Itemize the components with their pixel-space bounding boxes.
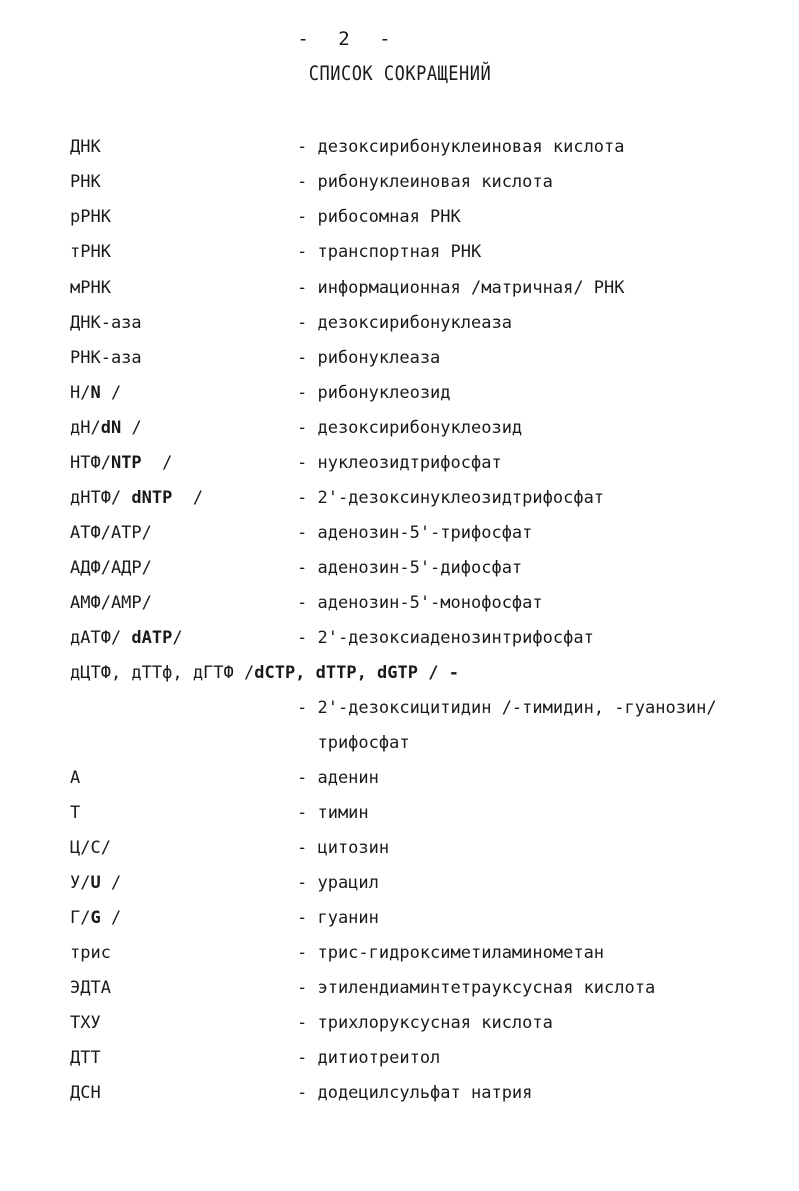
- abbreviation-row: [0, 1012, 799, 1042]
- abbreviation-row: [0, 241, 799, 271]
- abbreviation-text: У/: [70, 873, 91, 893]
- abbreviation-row: [0, 522, 799, 552]
- abbreviation-text: дАТФ/: [70, 628, 132, 648]
- abbreviation-row: [0, 487, 799, 517]
- abbreviation-text: ЭДТА: [70, 978, 111, 998]
- abbreviation-row: [0, 417, 799, 447]
- abbreviation-row: [0, 277, 799, 307]
- abbreviation-text: тРНК: [70, 242, 111, 262]
- abbreviation-definition: - трис-гидроксиметиламинометан: [297, 943, 605, 963]
- abbreviation-definition: - этилендиаминтетрауксусная кислота: [297, 978, 656, 998]
- abbreviation-term: [70, 942, 111, 964]
- abbreviation-text: дЦТФ, дТТф, дГТФ /: [70, 663, 255, 683]
- abbreviation-definition: - аденозин-5'-монофосфат: [297, 593, 543, 613]
- abbreviation-definition: - гуанин: [297, 908, 379, 928]
- abbreviation-text: ДНК-аза: [70, 313, 142, 333]
- abbreviation-text: Ц/С/: [70, 838, 111, 858]
- abbreviation-tail: /: [121, 418, 142, 438]
- abbreviation-definition: - рибонуклеиновая кислота: [297, 172, 553, 192]
- abbreviation-row: [0, 382, 799, 412]
- latin-abbreviation: dATP: [131, 628, 173, 648]
- abbreviation-row: [0, 662, 799, 692]
- abbreviation-definition: - аденин: [297, 768, 379, 788]
- abbreviation-definition: - рибосомная РНК: [297, 207, 461, 227]
- abbreviation-term: [70, 557, 152, 579]
- abbreviation-term: [70, 767, 80, 789]
- abbreviation-text: АДФ/АДР/: [70, 558, 152, 578]
- abbreviation-definition: - дитиотреитол: [297, 1048, 441, 1068]
- abbreviation-definition: трифосфат: [297, 733, 410, 753]
- abbreviation-definition: - нуклеозидтрифосфат: [297, 453, 502, 473]
- abbreviation-row: [0, 206, 799, 236]
- abbreviation-term: [70, 312, 142, 334]
- abbreviation-text: ДНК: [70, 137, 101, 157]
- abbreviation-row: [0, 837, 799, 867]
- abbreviation-term: [70, 837, 111, 859]
- page-title: СПИСОК СОКРАЩЕНИЙ: [308, 62, 492, 86]
- latin-abbreviation: dN: [100, 418, 122, 438]
- abbreviation-definition: - дезоксирибонуклеозид: [297, 418, 523, 438]
- abbreviation-row: [0, 907, 799, 937]
- abbreviation-term: [70, 417, 142, 439]
- abbreviation-row: [0, 1047, 799, 1077]
- abbreviation-text: АТФ/АТР/: [70, 523, 152, 543]
- abbreviation-term: [70, 382, 121, 404]
- abbreviation-row: [0, 942, 799, 972]
- abbreviation-term: [70, 627, 183, 649]
- abbreviation-row: [0, 171, 799, 201]
- abbreviation-text: РНК: [70, 172, 101, 192]
- latin-abbreviation: N: [90, 383, 101, 403]
- abbreviation-definition: - цитозин: [297, 838, 390, 858]
- abbreviation-text: Т: [70, 803, 81, 823]
- abbreviation-definition: - трихлоруксусная кислота: [297, 1013, 553, 1033]
- abbreviation-row: [0, 347, 799, 377]
- abbreviation-term: [70, 206, 111, 228]
- abbreviation-text: ТХУ: [70, 1013, 101, 1033]
- abbreviation-term: [70, 241, 111, 263]
- abbreviation-term: [70, 136, 101, 158]
- abbreviation-text: мРНК: [70, 278, 111, 298]
- abbreviation-text: А: [70, 768, 81, 788]
- abbreviation-text: НТФ/: [70, 453, 111, 473]
- abbreviation-term: [70, 277, 111, 299]
- abbreviation-definition: - дезоксирибонуклеиновая кислота: [297, 137, 625, 157]
- abbreviation-definition: - тимин: [297, 803, 369, 823]
- abbreviation-tail: /: [100, 873, 122, 893]
- abbreviation-row: [0, 1082, 799, 1112]
- abbreviation-term: [70, 662, 459, 684]
- latin-abbreviation: dCTP, dTTP, dGTP / -: [254, 663, 459, 683]
- abbreviation-text: Г/: [70, 908, 91, 928]
- abbreviation-tail: /: [172, 488, 204, 508]
- latin-abbreviation: NTP: [110, 453, 142, 473]
- abbreviation-row: [0, 557, 799, 587]
- abbreviation-text: рРНК: [70, 207, 111, 227]
- abbreviation-text: дНТФ/: [70, 488, 132, 508]
- abbreviation-text: трис: [70, 943, 111, 963]
- abbreviation-term: [70, 487, 203, 509]
- abbreviation-row: [0, 977, 799, 1007]
- abbreviation-tail: /: [100, 908, 122, 928]
- abbreviation-term: [70, 452, 172, 474]
- abbreviation-definition: - додецилсульфат натрия: [297, 1083, 533, 1103]
- abbreviation-term: [70, 347, 142, 369]
- latin-abbreviation: G: [90, 908, 101, 928]
- abbreviation-definition: - рибонуклеозид: [297, 383, 451, 403]
- abbreviation-row: [0, 452, 799, 482]
- latin-abbreviation: U: [90, 873, 101, 893]
- abbreviation-tail: /: [141, 453, 173, 473]
- abbreviation-row: [0, 592, 799, 622]
- abbreviation-term: [70, 592, 152, 614]
- abbreviation-term: [70, 977, 111, 999]
- abbreviation-text: дН/: [70, 418, 101, 438]
- abbreviation-row: [0, 872, 799, 902]
- abbreviation-row: [0, 312, 799, 342]
- abbreviation-tail: /: [172, 628, 183, 648]
- abbreviation-term: [70, 171, 101, 193]
- abbreviation-definition: - дезоксирибонуклеаза: [297, 313, 512, 333]
- abbreviation-term: [70, 1082, 101, 1104]
- abbreviation-row: [0, 802, 799, 832]
- abbreviation-definition: - аденозин-5'-дифосфат: [297, 558, 523, 578]
- page-number: - 2 -: [297, 28, 393, 50]
- abbreviation-term: [70, 802, 80, 824]
- abbreviation-term: [70, 907, 121, 929]
- abbreviation-term: [70, 522, 152, 544]
- abbreviation-definition: - 2'-дезоксинуклеозидтрифосфат: [297, 488, 605, 508]
- abbreviation-text: Н/: [70, 383, 91, 403]
- abbreviation-text: РНК-аза: [70, 348, 142, 368]
- abbreviation-text: ДСН: [70, 1083, 101, 1103]
- abbreviation-row: [0, 627, 799, 657]
- abbreviation-row: [0, 732, 799, 762]
- abbreviation-definition: - 2'-дезоксицитидин /-тимидин, -гуанозин/: [297, 698, 717, 718]
- abbreviation-term: [70, 1047, 101, 1069]
- abbreviation-definition: - 2'-дезоксиаденозинтрифосфат: [297, 628, 594, 648]
- abbreviation-text: ДТТ: [70, 1048, 101, 1068]
- abbreviation-term: [70, 1012, 101, 1034]
- latin-abbreviation: dNTP: [131, 488, 173, 508]
- abbreviation-definition: - урацил: [297, 873, 379, 893]
- abbreviation-tail: /: [100, 383, 122, 403]
- abbreviation-row: [0, 136, 799, 166]
- abbreviation-text: АМФ/АМР/: [70, 593, 152, 613]
- abbreviation-row: [0, 767, 799, 797]
- abbreviation-definition: - рибонуклеаза: [297, 348, 441, 368]
- abbreviation-row: [0, 697, 799, 727]
- abbreviation-definition: - аденозин-5'-трифосфат: [297, 523, 533, 543]
- abbreviation-definition: - транспортная РНК: [297, 242, 482, 262]
- abbreviation-term: [70, 872, 121, 894]
- abbreviation-definition: - информационная /матричная/ РНК: [297, 278, 625, 298]
